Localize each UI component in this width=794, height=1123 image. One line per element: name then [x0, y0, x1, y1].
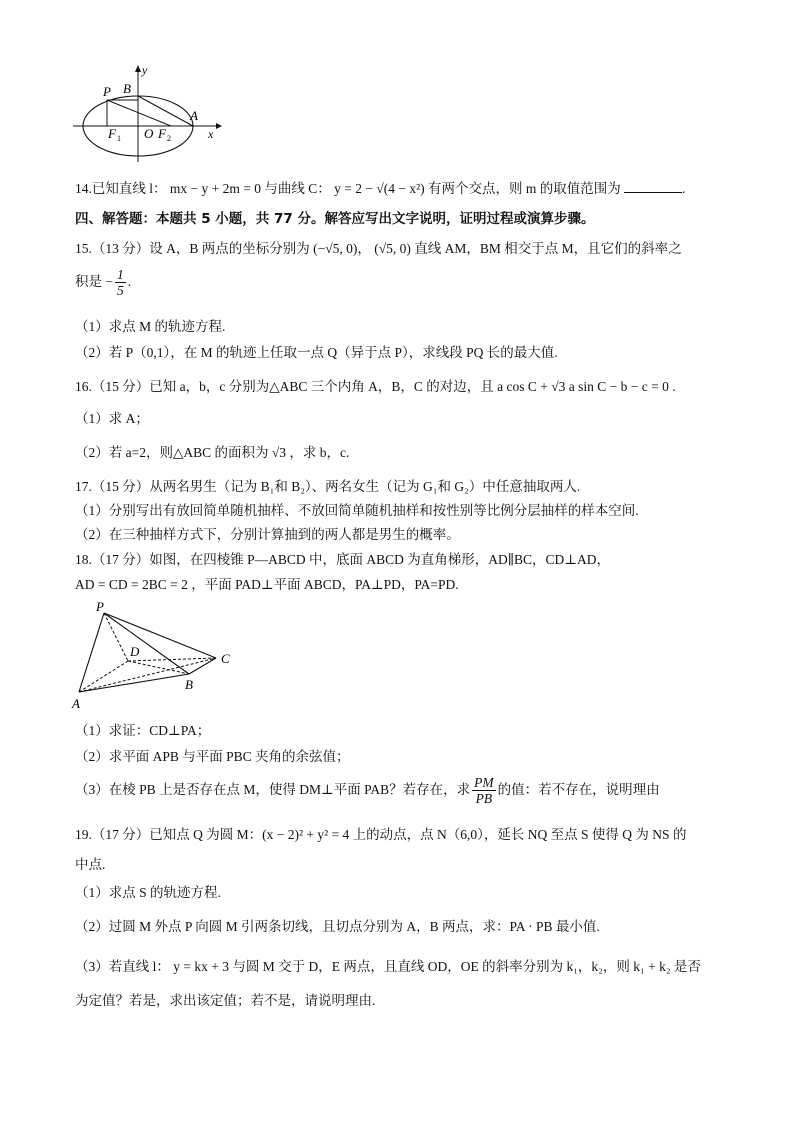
answer-blank	[624, 180, 682, 193]
section-heading: 四、解答题：本题共 5 小题，共 77 分。解答应写出文字说明，证明过程或演算步骤。	[75, 211, 595, 227]
question-14	[75, 180, 686, 198]
edge-dc	[128, 658, 216, 661]
q16-part2: （2）若 a=2，则△ABC 的面积为 √3 ，求 b，c.	[75, 445, 350, 460]
label-f2-sub: 2	[167, 134, 171, 143]
q15-line1: 15.（13 分）设 A，B 两点的坐标分别为 (−√5, 0)， (√5, 0) 直线 AM，BM 相交于点 M，且它们的斜率之	[75, 241, 682, 256]
q17-line1: 17.（15 分）从两名男生（记为 B₁和 B₂）、两名女生（记为 G₁和 G₂）中任意抽取两人.	[75, 479, 581, 494]
q18-part3	[75, 772, 660, 808]
edge-pa	[79, 613, 104, 692]
pyramid-figure	[68, 600, 248, 712]
q17-part1: （1）分别写出有放回简单随机抽样、不放回简单随机抽样和按性别等比例分层抽样的样本空间.	[75, 503, 639, 518]
q15-part1: （1）求点 M 的轨迹方程.	[75, 319, 226, 334]
q18-p3-prefix: （3）在棱 PB 上是否存在点 M，使得 DM⊥平面 PAB？若存在，求	[75, 782, 471, 797]
q18-p3-suffix: 的值：若不存在，说明理由	[497, 782, 660, 797]
q19-line2: 中点.	[75, 857, 106, 872]
q16-line1: 16.（15 分）已知 a，b，c 分别为△ABC 三个内角 A，B，C 的对边，且 a cos C + √3 a sin C − b − c = 0 .	[75, 379, 676, 394]
label-x: x	[208, 127, 214, 141]
ellipse-figure	[70, 62, 230, 167]
edge-pc	[104, 613, 216, 658]
q14-text: 14.已知直线 l： mx − y + 2m = 0 与曲线 C： y = 2 − √(4 − x²) 有两个交点，则 m 的取值范围为	[75, 181, 621, 196]
q19-part1: （1）求点 S 的轨迹方程.	[75, 885, 221, 900]
edge-ad	[79, 661, 128, 692]
label-b: B	[185, 677, 193, 692]
label-p: P	[103, 84, 111, 99]
label-f1: F	[108, 126, 116, 141]
q15-prefix: 积是 −	[75, 274, 113, 289]
q19-line1: 19.（17 分）已知点 Q 为圆 M：(x − 2)² + y² = 4 上的动点，点 N（6,0），延长 NQ 至点 S 使得 Q 为 NS 的	[75, 827, 687, 842]
q15-suffix: .	[127, 274, 132, 289]
label-a: A	[72, 696, 80, 711]
label-o: O	[144, 126, 154, 141]
q17-part2: （2）在三种抽样方式下，分别计算抽到的两人都是男生的概率。	[75, 527, 460, 542]
edge-bc	[189, 658, 216, 674]
edge-ac	[79, 658, 216, 692]
label-c: C	[221, 651, 230, 666]
label-d: D	[130, 644, 140, 659]
q14-end: .	[682, 181, 686, 196]
q15-fraction	[115, 267, 126, 298]
q15-frac-num: 1	[117, 267, 124, 283]
q16-part1: （1）求 A；	[75, 411, 149, 426]
q18-part2: （2）求平面 APB 与平面 PBC 夹角的余弦值；	[75, 749, 350, 764]
edge-ab	[79, 674, 189, 692]
q18-part1: （1）求证：CD⊥PA；	[75, 723, 211, 738]
q15-line2	[75, 265, 131, 299]
edge-pb	[104, 613, 189, 674]
q19-part2: （2）过圆 M 外点 P 向圆 M 引两条切线，且切点分别为 A，B 两点，求：PA · PB 最小值.	[75, 919, 600, 934]
label-p: P	[96, 600, 104, 614]
q18-frac-den: PB	[475, 791, 493, 807]
q18-fraction	[472, 775, 496, 806]
label-y: y	[142, 63, 148, 77]
label-a: A	[190, 108, 198, 123]
y-axis-arrow	[135, 65, 141, 72]
q18-line1: 18.（17 分）如图，在四棱锥 P—ABCD 中，底面 ABCD 为直角梯形，AD∥BC，CD⊥AD，	[75, 552, 610, 567]
edge-pd	[104, 613, 128, 661]
q15-part2: （2）若 P（0,1），在 M 的轨迹上任取一点 Q（异于点 P），求线段 PQ 长的最大值.	[75, 345, 558, 360]
q19-part3a: （3）若直线 l： y = kx + 3 与圆 M 交于 D，E 两点，且直线 OD，OE 的斜率分别为 k₁，k₂，则 k₁ + k₂ 是否	[75, 959, 701, 974]
q15-frac-den: 5	[117, 283, 124, 299]
x-axis-arrow	[216, 123, 222, 129]
label-b: B	[123, 81, 131, 96]
q19-part3b: 为定值？若是，求出该定值；若不是，请说明理由.	[75, 993, 376, 1008]
q18-frac-num: PM	[474, 775, 494, 791]
label-f2: F	[158, 126, 166, 141]
segment-pf2	[107, 100, 171, 126]
q18-line2: AD = CD = 2BC = 2 ，平面 PAD⊥平面 ABCD，PA⊥PD，PA=PD.	[75, 577, 459, 592]
label-f1-sub: 1	[117, 134, 121, 143]
